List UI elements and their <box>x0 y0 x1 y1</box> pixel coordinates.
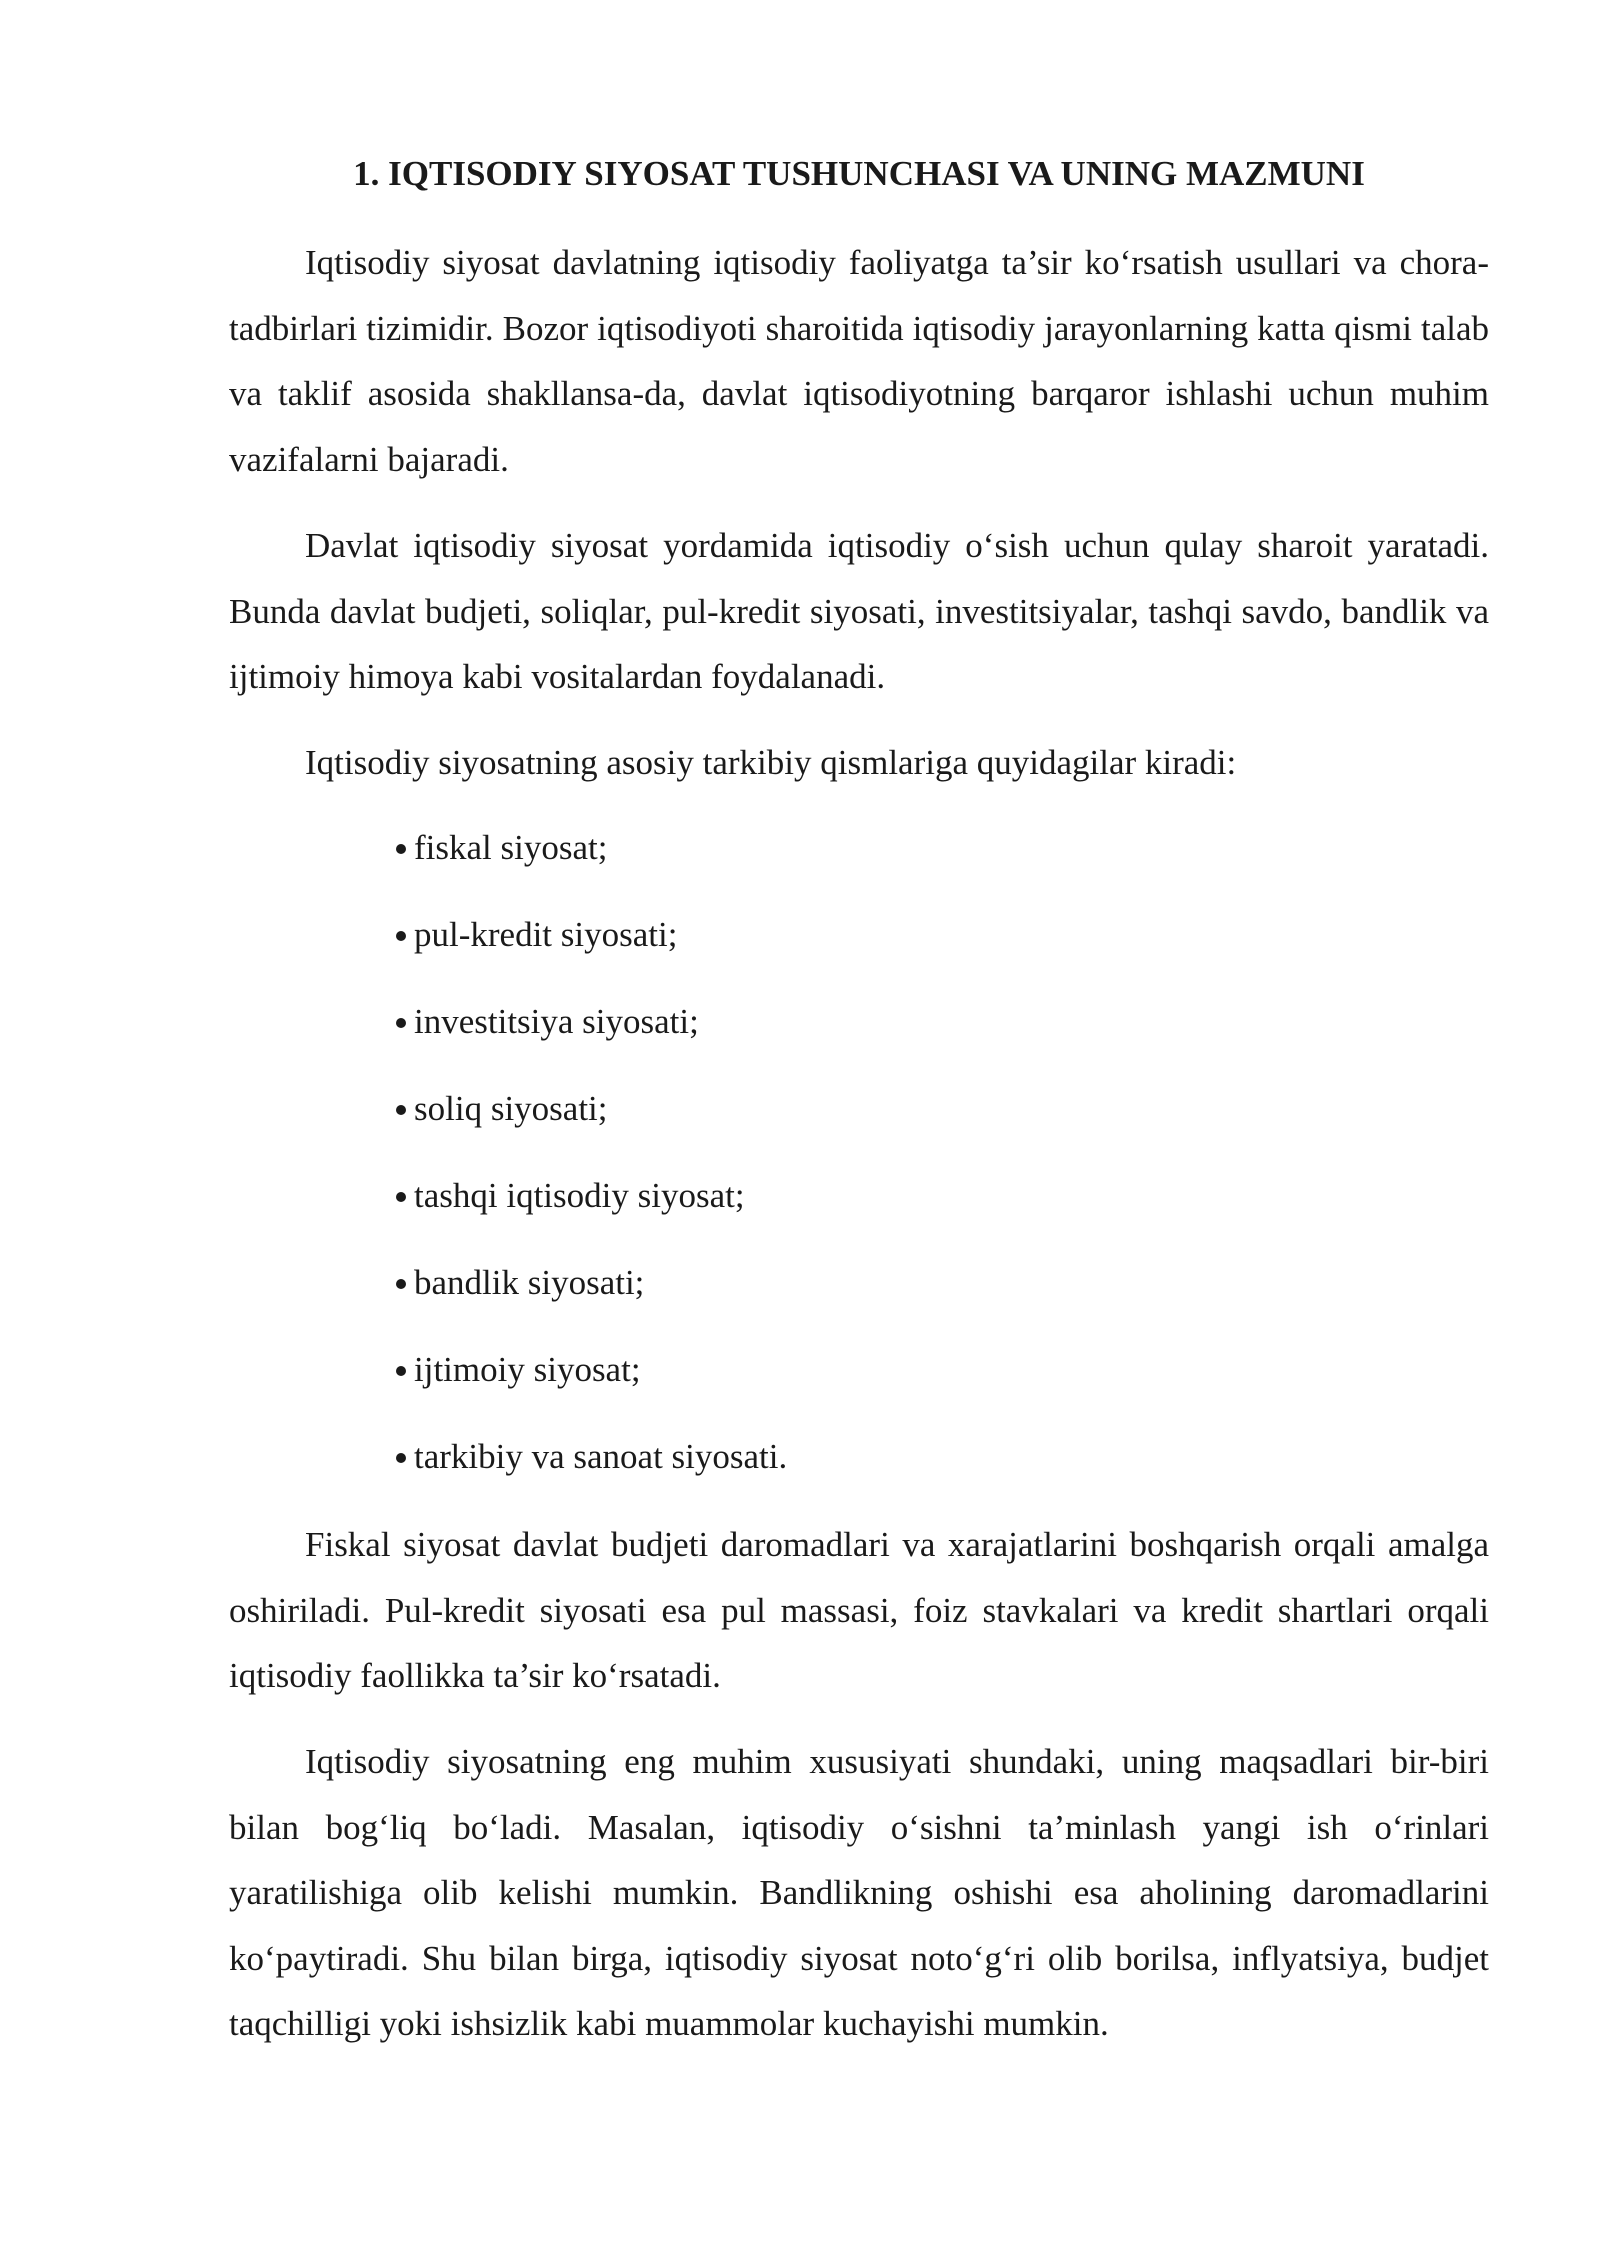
list-item <box>396 1253 787 1340</box>
list-item-text: bandlik siyosati; <box>414 1263 645 1302</box>
bullet-icon <box>396 1192 406 1202</box>
bullet-icon <box>396 931 406 941</box>
paragraph-conclusion: Iqtisodiy siyosatning eng muhim xususiyati shundaki, uning maqsadlari bir-biri bilan bog‘liq bo‘ladi. Masalan, iqtisodiy o‘sishni ta’minlash yangi ish o‘rinlari yaratilishiga olib kelishi mumkin. Bandlikning oshishi esa aholining daromadlarini ko‘paytiradi. Shu bilan birga, iqtisodiy siyosat noto‘g‘ri olib borilsa, inflyatsiya, budjet taqchilligi yoki ishsizlik kabi muammolar kuchayishi mumkin. <box>229 1742 1489 2043</box>
bullet-icon <box>396 1018 406 1028</box>
list-item <box>396 1340 787 1427</box>
list-item-text: tarkibiy va sanoat siyosati. <box>414 1437 788 1476</box>
list-item <box>396 992 787 1079</box>
list-item <box>396 1166 787 1253</box>
paragraph-list-lead: Iqtisodiy siyosatning asosiy tarkibiy qismlariga quyidagilar kiradi: <box>305 743 1237 782</box>
bullet-list <box>396 818 787 1514</box>
paragraph-tools: Davlat iqtisodiy siyosat yordamida iqtisodiy o‘sish uchun qulay sharoit yaratadi. Bunda davlat budjeti, soliqlar, pul-kredit siyosati, investitsiyalar, tashqi savdo, bandlik va ijtimoiy himoya kabi vositalardan foydalanadi. <box>229 526 1489 696</box>
bullet-icon <box>396 1453 406 1463</box>
list-item <box>396 905 787 992</box>
paragraph-intro: Iqtisodiy siyosat davlatning iqtisodiy faoliyatga ta’sir ko‘rsatish usullari va chora-tadbirlari tizimidir. Bozor iqtisodiyoti sharoitida iqtisodiy jarayonlarning katta qismi talab va taklif asosida shakllansa-da, davlat iqtisodiyotning barqaror ishlashi uchun muhim vazifalarni bajaradi. <box>229 243 1489 479</box>
bullet-icon <box>396 1366 406 1376</box>
list-item-text: tashqi iqtisodiy siyosat; <box>414 1176 745 1215</box>
bullet-icon <box>396 1105 406 1115</box>
list-item-text: fiskal siyosat; <box>414 828 608 867</box>
list-item <box>396 1427 787 1514</box>
bullet-icon <box>396 844 406 854</box>
list-item-text: investitsiya siyosati; <box>414 1002 699 1041</box>
paragraph-fiscal: Fiskal siyosat davlat budjeti daromadlari va xarajatlarini boshqarish orqali amalga oshiriladi. Pul-kredit siyosati esa pul massasi, foiz stavkalari va kredit shartlari orqali iqtisodiy faollikka ta’sir ko‘rsatadi. <box>229 1525 1489 1695</box>
list-item <box>396 1079 787 1166</box>
list-item-text: soliq siyosati; <box>414 1089 608 1128</box>
section-title: 1. IQTISODIY SIYOSAT TUSHUNCHASI VA UNING MAZMUNI <box>353 154 1365 193</box>
list-item-text: ijtimoiy siyosat; <box>414 1350 641 1389</box>
list-item <box>396 818 787 905</box>
bullet-icon <box>396 1279 406 1289</box>
list-item-text: pul-kredit siyosati; <box>414 915 678 954</box>
